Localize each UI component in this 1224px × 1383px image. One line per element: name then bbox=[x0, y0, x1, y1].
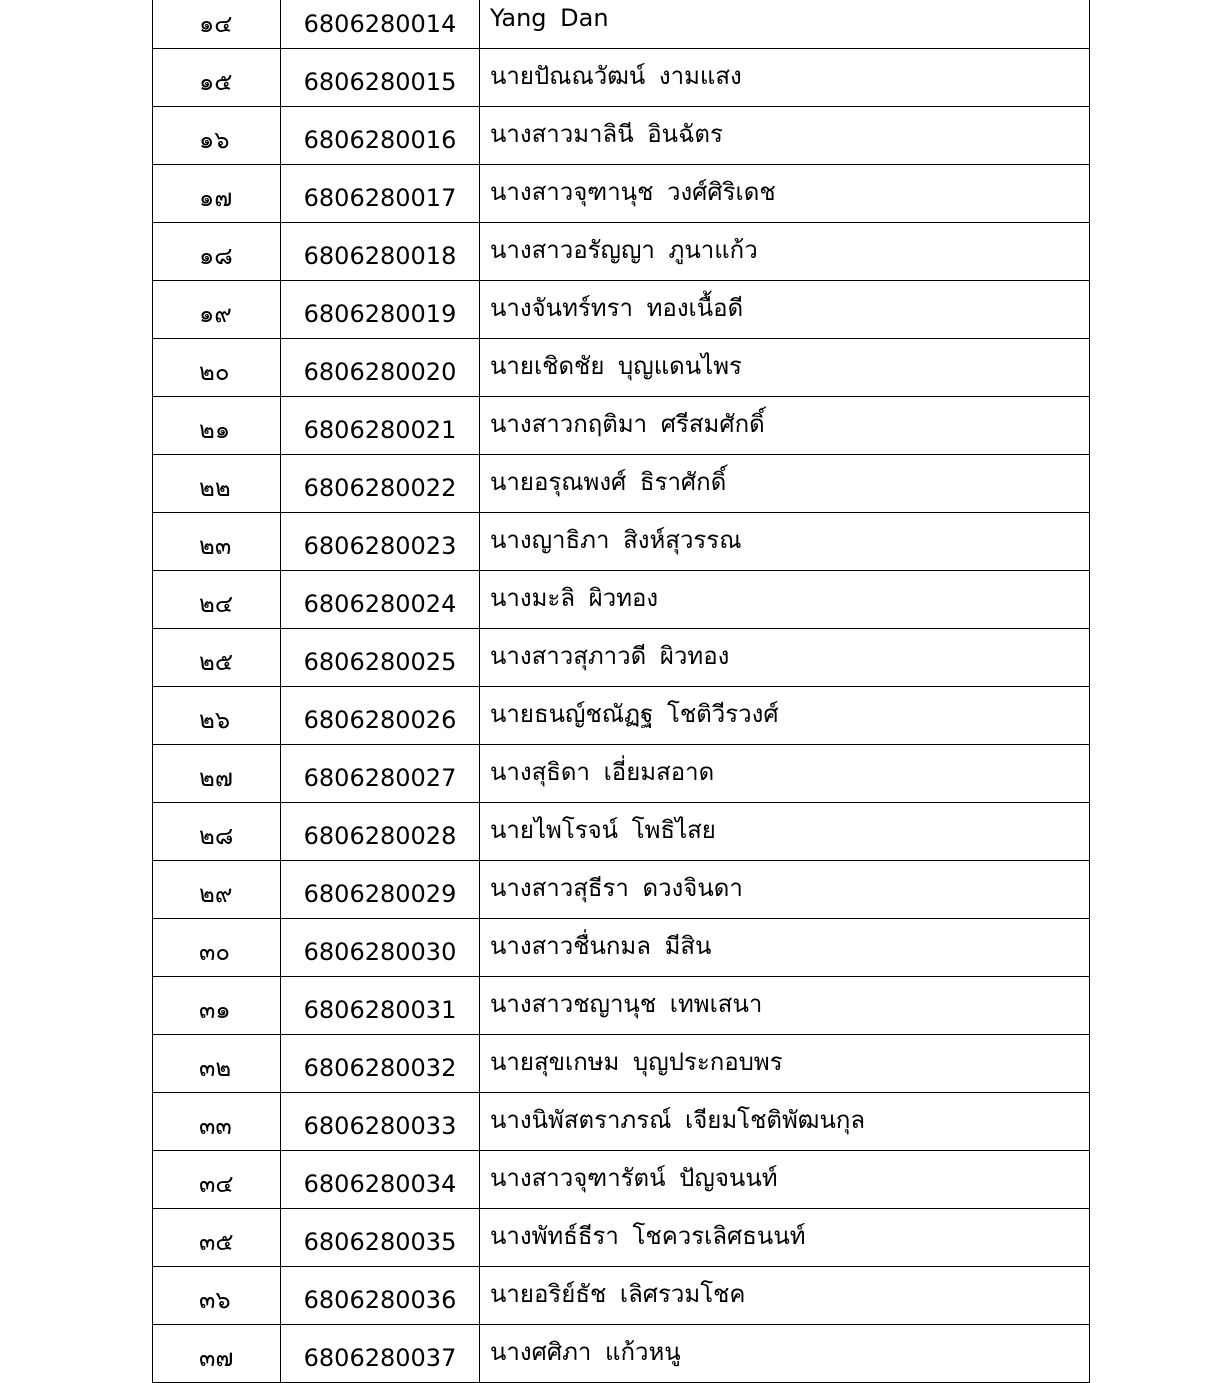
row-name: นายอริย์ธัช เลิศรวมโชค bbox=[490, 1279, 746, 1308]
table-row bbox=[153, 1035, 1090, 1093]
table-row bbox=[153, 223, 1090, 281]
row-id: 6806280026 bbox=[281, 687, 480, 745]
row-name-cell bbox=[480, 687, 1090, 745]
row-number: ๓๗ bbox=[153, 1325, 281, 1383]
row-name: นางมะลิ ผิวทอง bbox=[490, 583, 659, 612]
row-name: นางสุธิดา เอี่ยมสอาด bbox=[490, 757, 715, 786]
row-name-cell bbox=[480, 1035, 1090, 1093]
table-row bbox=[153, 687, 1090, 745]
table-row bbox=[153, 1267, 1090, 1325]
row-name-cell bbox=[480, 1267, 1090, 1325]
table-row bbox=[153, 165, 1090, 223]
row-name: นางจันทร์ทรา ทองเนื้อดี bbox=[490, 293, 744, 322]
table-body bbox=[153, 0, 1090, 1383]
row-id: 6806280029 bbox=[281, 861, 480, 919]
row-id: 6806280014 bbox=[281, 0, 480, 49]
row-id: 6806280015 bbox=[281, 49, 480, 107]
table-row bbox=[153, 1093, 1090, 1151]
row-number: ๒๙ bbox=[153, 861, 281, 919]
row-name: นางสาวอรัญญา ภูนาแก้ว bbox=[490, 235, 758, 264]
row-id: 6806280032 bbox=[281, 1035, 480, 1093]
row-number: ๑๘ bbox=[153, 223, 281, 281]
row-number: ๓๐ bbox=[153, 919, 281, 977]
row-number: ๒๗ bbox=[153, 745, 281, 803]
row-name: นายปัณณวัฒน์ งามแสง bbox=[490, 61, 742, 90]
row-id: 6806280028 bbox=[281, 803, 480, 861]
row-id: 6806280031 bbox=[281, 977, 480, 1035]
row-id: 6806280034 bbox=[281, 1151, 480, 1209]
row-name-cell bbox=[480, 339, 1090, 397]
row-name-cell bbox=[480, 1093, 1090, 1151]
table-row bbox=[153, 629, 1090, 687]
row-id: 6806280020 bbox=[281, 339, 480, 397]
row-name-cell bbox=[480, 803, 1090, 861]
row-name: Yang Dan bbox=[490, 3, 609, 32]
row-id: 6806280021 bbox=[281, 397, 480, 455]
row-name-cell bbox=[480, 455, 1090, 513]
table-row bbox=[153, 745, 1090, 803]
row-number: ๒๘ bbox=[153, 803, 281, 861]
row-id: 6806280018 bbox=[281, 223, 480, 281]
row-id: 6806280023 bbox=[281, 513, 480, 571]
row-number: ๑๕ bbox=[153, 49, 281, 107]
row-id: 6806280017 bbox=[281, 165, 480, 223]
row-number: ๓๔ bbox=[153, 1151, 281, 1209]
table-row bbox=[153, 977, 1090, 1035]
row-name-cell bbox=[480, 223, 1090, 281]
row-name: นางสาวจุฑานุช วงศ์ศิริเดช bbox=[490, 177, 776, 206]
row-id: 6806280016 bbox=[281, 107, 480, 165]
table-row bbox=[153, 571, 1090, 629]
row-id: 6806280027 bbox=[281, 745, 480, 803]
name-list-table bbox=[152, 0, 1090, 1383]
row-name-cell bbox=[480, 1325, 1090, 1383]
row-id: 6806280030 bbox=[281, 919, 480, 977]
row-number: ๑๖ bbox=[153, 107, 281, 165]
row-name: นางสาวชญานุช เทพเสนา bbox=[490, 989, 763, 1018]
row-name-cell bbox=[480, 1151, 1090, 1209]
row-name-cell bbox=[480, 629, 1090, 687]
row-name-cell bbox=[480, 861, 1090, 919]
row-name-cell bbox=[480, 49, 1090, 107]
row-name: นายธนญ์ชณัฏฐ โชติวีรวงศ์ bbox=[490, 699, 779, 728]
row-id: 6806280037 bbox=[281, 1325, 480, 1383]
row-id: 6806280036 bbox=[281, 1267, 480, 1325]
table-row bbox=[153, 1325, 1090, 1383]
row-name-cell bbox=[480, 397, 1090, 455]
row-number: ๒๓ bbox=[153, 513, 281, 571]
table-row bbox=[153, 455, 1090, 513]
table-row bbox=[153, 49, 1090, 107]
row-number: ๒๔ bbox=[153, 571, 281, 629]
row-number: ๓๒ bbox=[153, 1035, 281, 1093]
row-name-cell bbox=[480, 513, 1090, 571]
row-name: นางสาวชื่นกมล มีสิน bbox=[490, 931, 712, 960]
row-name: นางญาธิภา สิงห์สุวรรณ bbox=[490, 525, 742, 554]
row-number: ๒๖ bbox=[153, 687, 281, 745]
table-row bbox=[153, 513, 1090, 571]
table-row bbox=[153, 803, 1090, 861]
row-id: 6806280019 bbox=[281, 281, 480, 339]
name-list-table-container bbox=[152, 0, 1089, 1383]
row-name: นายอรุณพงศ์ ธิราศักดิ์ bbox=[490, 467, 727, 496]
row-id: 6806280033 bbox=[281, 1093, 480, 1151]
row-name-cell bbox=[480, 0, 1090, 49]
row-name: นายเชิดชัย บุญแดนไพร bbox=[490, 351, 742, 380]
row-name: นางสาวสุธีรา ดวงจินดา bbox=[490, 873, 743, 902]
table-row bbox=[153, 397, 1090, 455]
table-row bbox=[153, 1209, 1090, 1267]
row-id: 6806280022 bbox=[281, 455, 480, 513]
row-number: ๓๖ bbox=[153, 1267, 281, 1325]
row-name-cell bbox=[480, 1209, 1090, 1267]
row-number: ๑๔ bbox=[153, 0, 281, 49]
table-row bbox=[153, 281, 1090, 339]
row-number: ๓๑ bbox=[153, 977, 281, 1035]
row-id: 6806280024 bbox=[281, 571, 480, 629]
row-name-cell bbox=[480, 165, 1090, 223]
row-name-cell bbox=[480, 919, 1090, 977]
table-row bbox=[153, 861, 1090, 919]
row-name-cell bbox=[480, 107, 1090, 165]
table-row bbox=[153, 107, 1090, 165]
row-number: ๒๐ bbox=[153, 339, 281, 397]
table-row bbox=[153, 919, 1090, 977]
row-name-cell bbox=[480, 571, 1090, 629]
row-name: นางศศิภา แก้วหนู bbox=[490, 1337, 681, 1366]
row-number: ๒๕ bbox=[153, 629, 281, 687]
table-row bbox=[153, 339, 1090, 397]
row-number: ๑๙ bbox=[153, 281, 281, 339]
row-number: ๓๓ bbox=[153, 1093, 281, 1151]
row-number: ๓๕ bbox=[153, 1209, 281, 1267]
table-row bbox=[153, 1151, 1090, 1209]
row-name: นายไพโรจน์ โพธิไสย bbox=[490, 815, 716, 844]
row-number: ๒๒ bbox=[153, 455, 281, 513]
row-name: นางนิพัสตราภรณ์ เจียมโชติพัฒนกุล bbox=[490, 1105, 866, 1134]
table-row bbox=[153, 0, 1090, 49]
row-name: นางสาวกฤติมา ศรีสมศักดิ์ bbox=[490, 409, 765, 438]
row-name: นางสาวสุภาวดี ผิวทอง bbox=[490, 641, 730, 670]
row-name: นายสุขเกษม บุญประกอบพร bbox=[490, 1047, 783, 1076]
row-id: 6806280035 bbox=[281, 1209, 480, 1267]
row-name: นางพัทธ์ธีรา โชควรเลิศธนนท์ bbox=[490, 1221, 806, 1250]
row-name: นางสาวจุฑารัตน์ ปัญจนนท์ bbox=[490, 1163, 778, 1192]
row-number: ๑๗ bbox=[153, 165, 281, 223]
row-name-cell bbox=[480, 745, 1090, 803]
row-name-cell bbox=[480, 281, 1090, 339]
row-name-cell bbox=[480, 977, 1090, 1035]
row-name: นางสาวมาลินี อินฉัตร bbox=[490, 119, 723, 148]
row-number: ๒๑ bbox=[153, 397, 281, 455]
row-id: 6806280025 bbox=[281, 629, 480, 687]
